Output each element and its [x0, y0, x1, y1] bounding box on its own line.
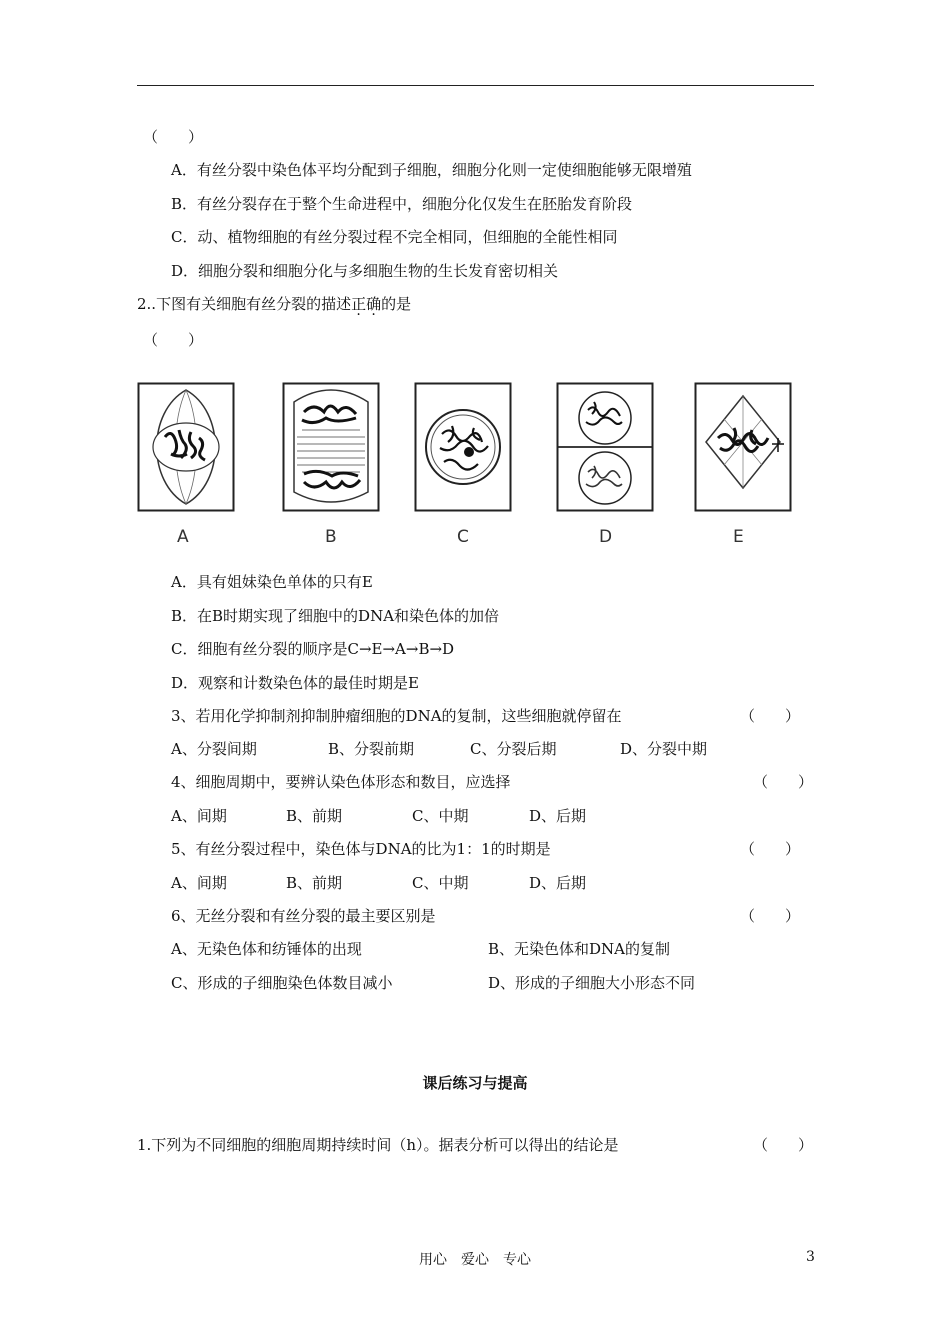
q2-stem-emphasis-2: 确	[366, 295, 382, 313]
q6-stem: 6、无丝分裂和有丝分裂的最主要区别是	[171, 907, 436, 925]
figure-label-e: E	[733, 527, 744, 547]
q2-option-b: B．在B时期实现了细胞中的DNA和染色体的加倍	[171, 607, 500, 625]
figure-e-prometaphase	[694, 382, 792, 512]
q6-option-b: B、无染色体和DNA的复制	[488, 940, 671, 958]
q6-option-a: A、无染色体和纺锤体的出现	[171, 940, 362, 958]
q5-option-a: A、间期	[171, 874, 227, 892]
q6-option-d: D、形成的子细胞大小形态不同	[488, 974, 696, 992]
figure-label-a: A	[177, 527, 189, 547]
q3-option-b: B、分裂前期	[328, 740, 415, 758]
practice-q1-stem: 1.下列为不同细胞的细胞周期持续时间（h）。据表分析可以得出的结论是	[137, 1136, 619, 1154]
q5-option-c: C、中期	[412, 874, 469, 892]
q3-option-d: D、分裂中期	[620, 740, 708, 758]
header-rule	[137, 85, 814, 86]
figure-label-d: D	[599, 527, 613, 547]
q1-option-c: C．动、植物细胞的有丝分裂过程不完全相同，但细胞的全能性相同	[171, 228, 618, 246]
q3-option-a: A、分裂间期	[171, 740, 257, 758]
q1-option-d: D．细胞分裂和细胞分化与多细胞生物的生长发育密切相关	[171, 262, 559, 280]
q2-stem-before: 2..下图有关细胞有丝分裂的描述	[137, 295, 352, 313]
q2-option-c: C．细胞有丝分裂的顺序是C→E→A→B→D	[171, 640, 455, 658]
section-title: 课后练习与提高	[422, 1074, 528, 1092]
practice-q1-answer-paren: （ ）	[753, 1136, 814, 1154]
figure-d-telophase	[556, 382, 654, 512]
q2-stem-after: 的是	[381, 295, 412, 313]
figure-b-anaphase	[282, 382, 380, 512]
q4-option-a: A、间期	[171, 807, 227, 825]
q1-option-b: B．有丝分裂存在于整个生命进程中，细胞分化仅发生在胚胎发育阶段	[171, 195, 633, 213]
page-number: 3	[806, 1249, 815, 1265]
q2-option-d: D．观察和计数染色体的最佳时期是E	[171, 674, 419, 692]
q4-option-b: B、前期	[286, 807, 343, 825]
q5-stem: 5、有丝分裂过程中，染色体与DNA的比为1：1的时期是	[171, 840, 551, 858]
q3-answer-paren: （ ）	[740, 707, 801, 725]
q1-option-a: A．有丝分裂中染色体平均分配到子细胞，细胞分化则一定使细胞能够无限增殖	[171, 161, 692, 179]
q4-answer-paren: （ ）	[753, 773, 814, 791]
q2-stem-emphasis-1: 正	[351, 295, 367, 313]
figure-label-c: C	[457, 527, 469, 547]
figure-c-prophase	[414, 382, 512, 512]
q4-stem: 4、细胞周期中，要辨认染色体形态和数目，应选择	[171, 773, 511, 791]
q5-option-d: D、后期	[529, 874, 587, 892]
q5-answer-paren: （ ）	[740, 840, 801, 858]
q4-option-d: D、后期	[529, 807, 587, 825]
q1-answer-paren: （ ）	[143, 128, 204, 146]
q6-answer-paren: （ ）	[740, 907, 801, 925]
figure-a-metaphase-spindle	[137, 382, 235, 512]
q5-option-b: B、前期	[286, 874, 343, 892]
q2-stem	[137, 294, 411, 314]
figure-label-b: B	[325, 527, 337, 547]
q3-stem: 3、若用化学抑制剂抑制肿瘤细胞的DNA的复制，这些细胞就停留在	[171, 707, 622, 725]
q6-option-c: C、形成的子细胞染色体数目减小	[171, 974, 393, 992]
q2-answer-paren: （ ）	[143, 331, 204, 349]
footer-slogan: 用心 爱心 专心	[419, 1252, 531, 1268]
q4-option-c: C、中期	[412, 807, 469, 825]
q2-option-a: A．具有姐妹染色单体的只有E	[171, 573, 373, 591]
q3-option-c: C、分裂后期	[470, 740, 557, 758]
